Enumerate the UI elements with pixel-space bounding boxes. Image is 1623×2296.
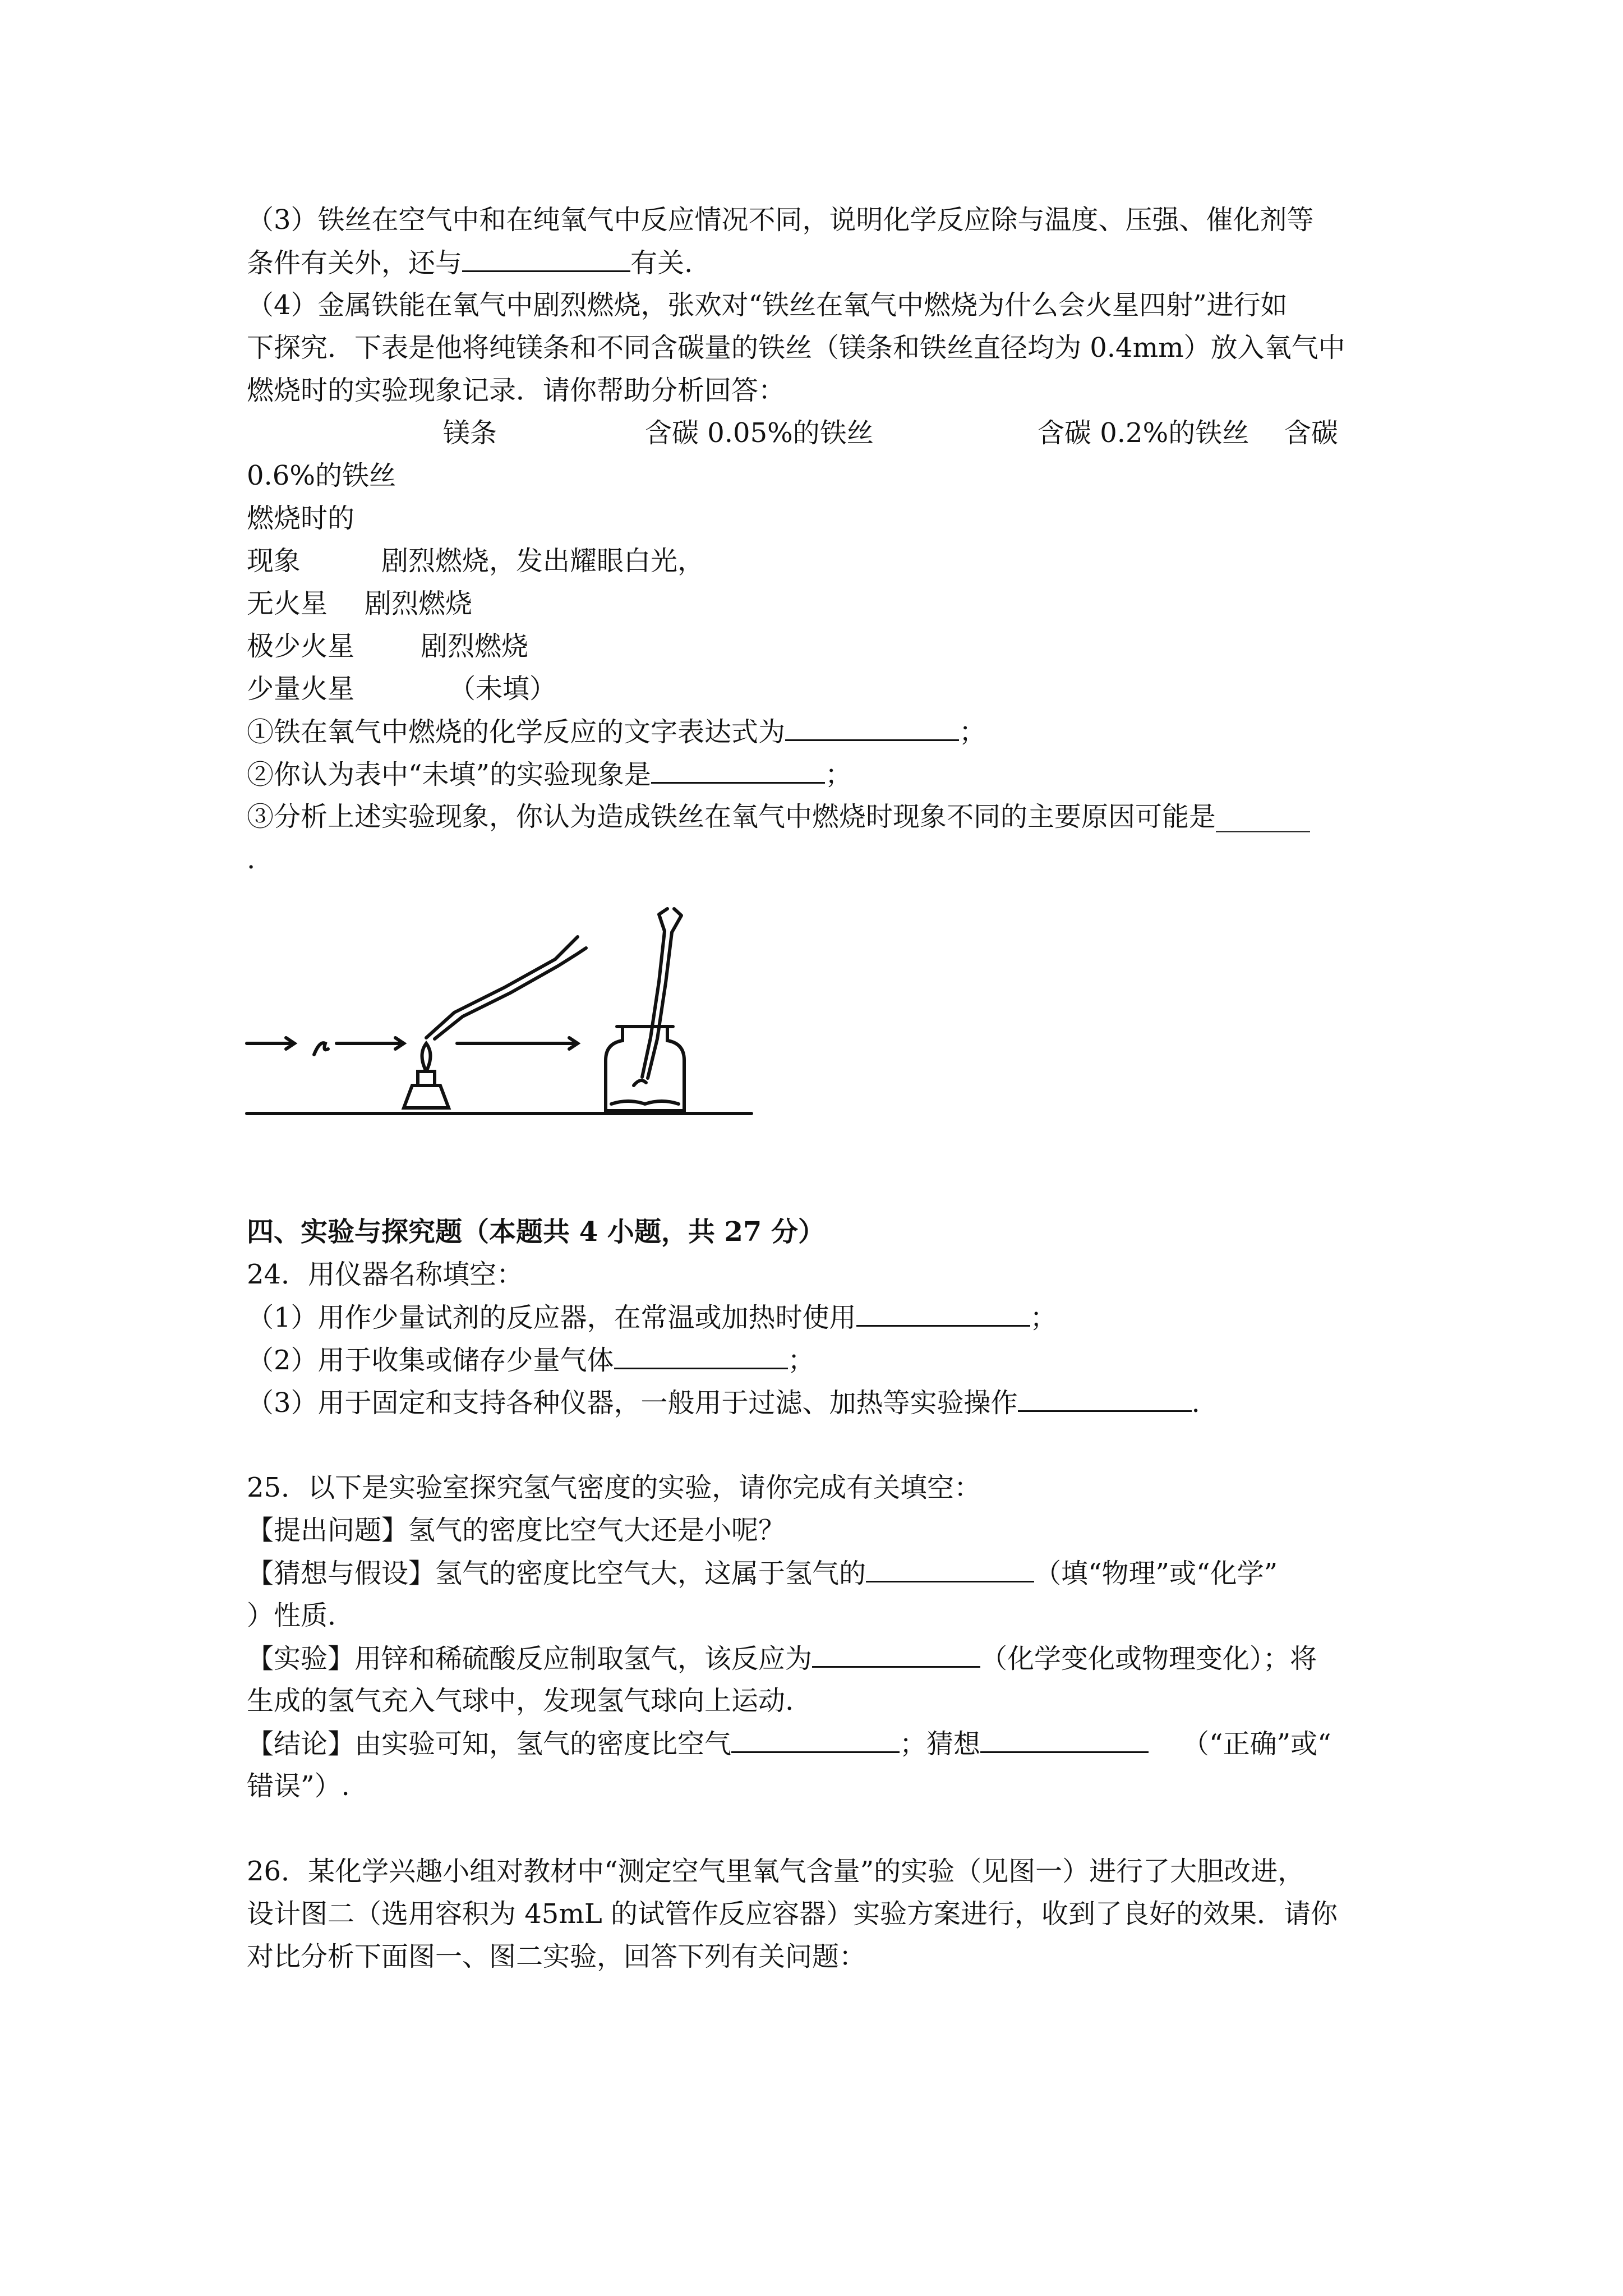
q25-line-6: 【结论】由实验可知，氢气的密度比空气 ；猜想 （“正确”或“ (247, 1727, 1331, 1761)
q25-line-3: ）性质． (247, 1600, 355, 1631)
q26-line-3: 对比分析下面图一、图二实验，回答下列有关问题： (247, 1941, 866, 1972)
table-header-c06: 含碳 (1284, 417, 1339, 449)
q4-line-1: （4）金属铁能在氧气中剧烈燃烧，张欢对“铁丝在氧气中燃烧为什么会火星四射”进行如 (247, 289, 1288, 321)
answer-blank[interactable] (731, 1727, 900, 1753)
answer-blank[interactable] (651, 757, 825, 784)
answer-blank[interactable] (980, 1727, 1149, 1753)
sub-question-3-end: . (247, 844, 256, 875)
row-cell-3b: 剧烈燃烧 (421, 631, 529, 662)
q26-line-2: 设计图二（选用容积为 45mL 的试管作反应容器）实验方案进行，收到了良好的效果．请你 (247, 1898, 1338, 1930)
row-cell-2a: 无火星 (247, 588, 328, 619)
q25-title: 25．以下是实验室探究氢气密度的实验，请你完成有关填空： (247, 1472, 981, 1503)
q25-line-2: 【猜想与假设】氢气的密度比空气大，这属于氢气的 （填“物理”或“化学” (247, 1556, 1278, 1590)
answer-blank[interactable] (785, 715, 959, 741)
table-header-c02: 含碳 0.2%的铁丝 (1038, 417, 1249, 449)
q24-item-3: （3）用于固定和支持各种仪器，一般用于过滤、加热等实验操作 . (247, 1386, 1200, 1420)
answer-blank[interactable] (1018, 1386, 1192, 1412)
answer-blank[interactable] (866, 1556, 1034, 1582)
q25-line-5: 生成的氢气充入气球中，发现氢气球向上运动. (247, 1685, 794, 1717)
row-cell-1: 剧烈燃烧，发出耀眼白光， (381, 545, 705, 577)
row-label-2: 现象 (247, 545, 301, 577)
answer-blank[interactable] (462, 246, 630, 272)
row-cell-2b: 剧烈燃烧 (365, 588, 473, 619)
q4-line-2: 下探究．下表是他将纯镁条和不同含碳量的铁丝（镁条和铁丝直径均为 0.4mm）放入氧气中 (247, 332, 1345, 364)
row-cell-4a: 少量火星 (247, 673, 355, 705)
row-cell-4b: （未填） (449, 673, 557, 705)
experiment-drawing (241, 892, 763, 1128)
iron-wire-experiment-figure (241, 892, 763, 1128)
q3-line-1: （3）铁丝在空气中和在纯氧气中反应情况不同，说明化学反应除与温度、压强、催化剂等 (247, 204, 1314, 236)
q26-line-1: 26．某化学兴趣小组对教材中“测定空气里氧气含量”的实验（见图一）进行了大胆改进， (247, 1856, 1305, 1887)
table-header-c06-cont: 0.6%的铁丝 (247, 460, 396, 491)
answer-blank[interactable] (812, 1641, 980, 1668)
q25-line-1: 【提出问题】氢气的密度比空气大还是小呢？ (247, 1515, 786, 1546)
q3-line-2: 条件有关外，还与 有关. (247, 246, 693, 280)
section-heading: 四、实验与探究题（本题共 4 小题，共 27 分） (247, 1216, 826, 1248)
answer-blank[interactable] (614, 1343, 788, 1369)
q24-item-1: （1）用作少量试剂的反应器，在常温或加热时使用 ； (247, 1300, 1057, 1335)
q25-line-7: 错误”）. (247, 1770, 350, 1802)
q25-line-4: 【实验】用锌和稀硫酸反应制取氢气，该反应为 （化学变化或物理变化）；将 (247, 1641, 1317, 1676)
q24-item-2: （2）用于收集或储存少量气体 ； (247, 1343, 815, 1377)
table-header-c005: 含碳 0.05%的铁丝 (645, 417, 874, 449)
row-cell-3a: 极少火星 (247, 631, 355, 662)
q4-line-3: 燃烧时的实验现象记录．请你帮助分析回答： (247, 375, 786, 406)
row-label-1: 燃烧时的 (247, 503, 355, 534)
sub-question-2: ②你认为表中“未填”的实验现象是 ； (247, 757, 852, 792)
table-header-magnesium: 镁条 (443, 417, 497, 449)
sub-question-3: ③分析上述实验现象，你认为造成铁丝在氧气中燃烧时现象不同的主要原因可能是_______ (247, 801, 1311, 832)
sub-question-1: ①铁在氧气中燃烧的化学反应的文字表达式为 ； (247, 715, 986, 749)
answer-blank[interactable] (856, 1300, 1030, 1327)
q24-title: 24．用仪器名称填空： (247, 1259, 524, 1290)
